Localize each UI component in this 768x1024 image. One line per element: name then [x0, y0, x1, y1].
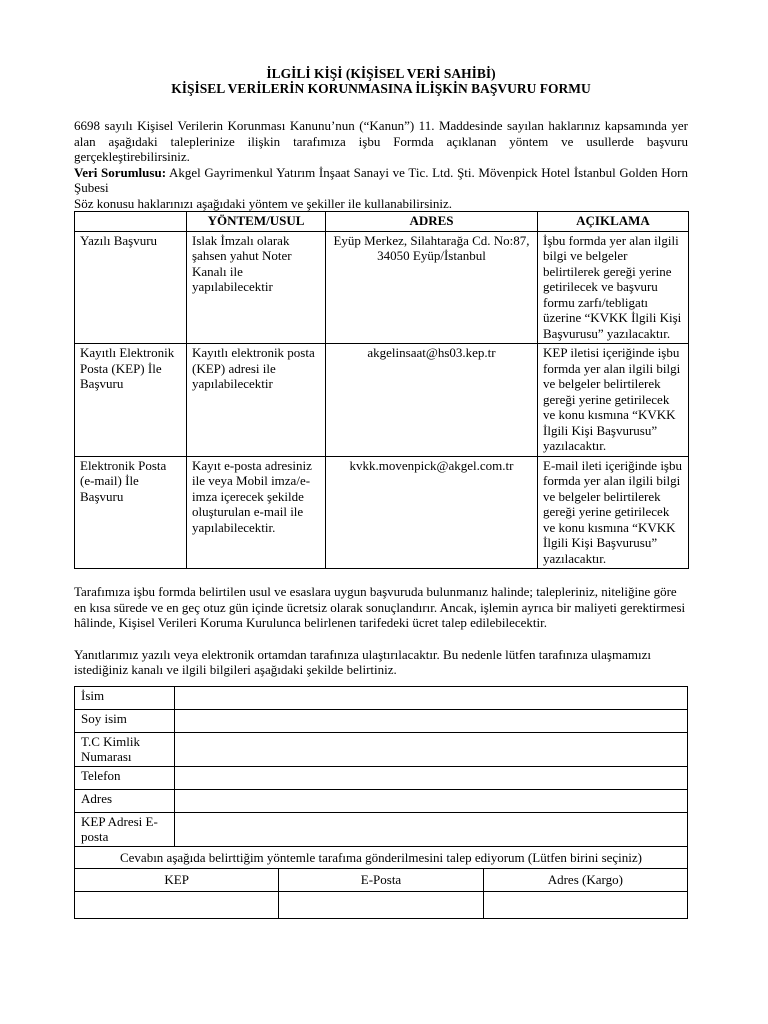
choice-prompt: Cevabın aşağıda belirttiğim yöntemle tarafıma gönderilmesini talep ediyorum (Lütfen birini seçiniz)	[75, 846, 688, 869]
method-note: KEP iletisi içeriğinde işbu formda yer alan ilgili bilgi ve belgeler belirtilerek gereği yerine getirilecek ve konu kısmına “KVKK İlgili Kişi Başvurusu” yazılacaktır.	[538, 344, 689, 457]
field-input-phone[interactable]	[175, 766, 688, 789]
table-row	[75, 891, 688, 918]
field-label-name: İsim	[75, 686, 175, 709]
option-label-kep: KEP	[75, 869, 279, 892]
option-checkbox-email[interactable]	[279, 891, 483, 918]
field-label-address: Adres	[75, 789, 175, 812]
applicant-info-table	[74, 686, 688, 847]
table-row	[75, 344, 689, 457]
table-row	[75, 686, 688, 709]
table-row	[75, 789, 688, 812]
field-input-tc-id[interactable]	[175, 732, 688, 766]
methods-header-note: AÇIKLAMA	[538, 212, 689, 232]
data-controller	[74, 165, 688, 196]
method-type: Elektronik Posta (e-mail) İle Başvuru	[75, 456, 187, 569]
method-description: Islak İmzalı olarak şahsen yahut Noter Kanalı ile yapılabilecektir	[187, 231, 326, 344]
methods-header-row	[75, 212, 689, 232]
methods-header-empty	[75, 212, 187, 232]
method-note: İşbu formda yer alan ilgili bilgi ve belgeler belirtilerek gereği yerine getirilecek ve başvuru formu zarfı/tebligatı üzerine “KVKK İlgili Kişi Başvurusu” yazılacaktır.	[538, 231, 689, 344]
method-address: akgelinsaat@hs03.kep.tr	[326, 344, 538, 457]
method-description: Kayıt e-posta adresiniz ile veya Mobil imza/e-imza içerecek şekilde oluşturulan e-mail ile yapılabilecektir.	[187, 456, 326, 569]
field-label-tc-id: T.C Kimlik Numarası	[75, 732, 175, 766]
table-row	[75, 846, 688, 869]
methods-table	[74, 211, 689, 569]
field-input-kep-email[interactable]	[175, 812, 688, 846]
option-label-address-cargo: Adres (Kargo)	[483, 869, 687, 892]
methods-header-address: ADRES	[326, 212, 538, 232]
field-label-phone: Telefon	[75, 766, 175, 789]
method-description: Kayıtlı elektronik posta (KEP) adresi ile yapılabilecektir	[187, 344, 326, 457]
data-controller-label: Veri Sorumlusu:	[74, 164, 167, 180]
field-input-surname[interactable]	[175, 709, 688, 732]
option-checkbox-kep[interactable]	[75, 891, 279, 918]
method-type: Kayıtlı Elektronik Posta (KEP) İle Başvuru	[75, 344, 187, 457]
table-row	[75, 456, 689, 569]
method-address: kvkk.movenpick@akgel.com.tr	[326, 456, 538, 569]
intro-section	[74, 118, 688, 211]
option-label-email: E-Posta	[279, 869, 483, 892]
intro-text: 6698 sayılı Kişisel Verilerin Korunması Kanunu’nun (“Kanun”) 11. Maddesinde sayılan haklarınız kapsamında yer alan aşağıdaki taleplerinize ilişkin tarafımıza işbu Formda açıklanan yöntem ve usullerde başvuru gerçekleştirebilirsiniz.	[74, 118, 688, 164]
form-title-line2: KİŞİSEL VERİLERİN KORUNMASINA İLİŞKİN BAŞVURU FORMU	[171, 81, 591, 96]
table-row	[75, 869, 688, 892]
field-input-address[interactable]	[175, 789, 688, 812]
table-row	[75, 231, 689, 344]
field-input-name[interactable]	[175, 686, 688, 709]
form-title-line1: İLGİLİ KİŞİ (KİŞİSEL VERİ SAHİBİ)	[266, 66, 496, 81]
method-address: Eyüp Merkez, Silahtarağa Cd. No:87, 34050 Eyüp/İstanbul	[326, 231, 538, 344]
data-controller-value: Akgel Gayrimenkul Yatırım İnşaat Sanayi ve Tic. Ltd. Şti. Mövenpick Hotel İstanbul Golden Horn Şubesi	[74, 164, 688, 195]
table-row	[75, 812, 688, 846]
methods-lead: Söz konusu haklarınızı aşağıdaki yöntem ve şekiller ile kullanabilirsiniz.	[74, 195, 452, 211]
table-row	[75, 709, 688, 732]
response-paragraph: Yanıtlarımız yazılı veya elektronik ortamdan tarafınıza ulaştırılacaktır. Bu nedenle lütfen tarafınıza ulaşmamızı istediğiniz kanalı ve ilgili bilgileri aşağıdaki şekilde belirtiniz.	[74, 646, 651, 677]
methods-header-method: YÖNTEM/USUL	[187, 212, 326, 232]
field-label-surname: Soy isim	[75, 709, 175, 732]
method-type: Yazılı Başvuru	[75, 231, 187, 344]
table-row	[75, 766, 688, 789]
method-note: E-mail ileti içeriğinde işbu formda yer alan ilgili bilgi ve belgeler belirtilerek gereği yerine getirilecek ve konu kısmına “KVKK İlgili Kişi Başvurusu” yazılacaktır.	[538, 456, 689, 569]
option-checkbox-address-cargo[interactable]	[483, 891, 687, 918]
field-label-kep-email: KEP Adresi E-posta	[75, 812, 175, 846]
table-row	[75, 732, 688, 766]
processing-paragraph: Tarafımıza işbu formda belirtilen usul ve esaslara uygun başvuruda bulunmanız halinde; talepleriniz, niteliğine göre en kısa sürede ve en geç otuz gün içinde ücretsiz olarak sonuçlandırır. Ancak, işlemin ayrıca bir maliyeti gerektirmesi hâlinde, Kişisel Verileri Koruma Kurulunca belirlenen tarifedeki ücret talep edilebilecektir.	[74, 584, 686, 630]
response-choice-table	[74, 846, 688, 919]
application-form	[74, 66, 688, 919]
